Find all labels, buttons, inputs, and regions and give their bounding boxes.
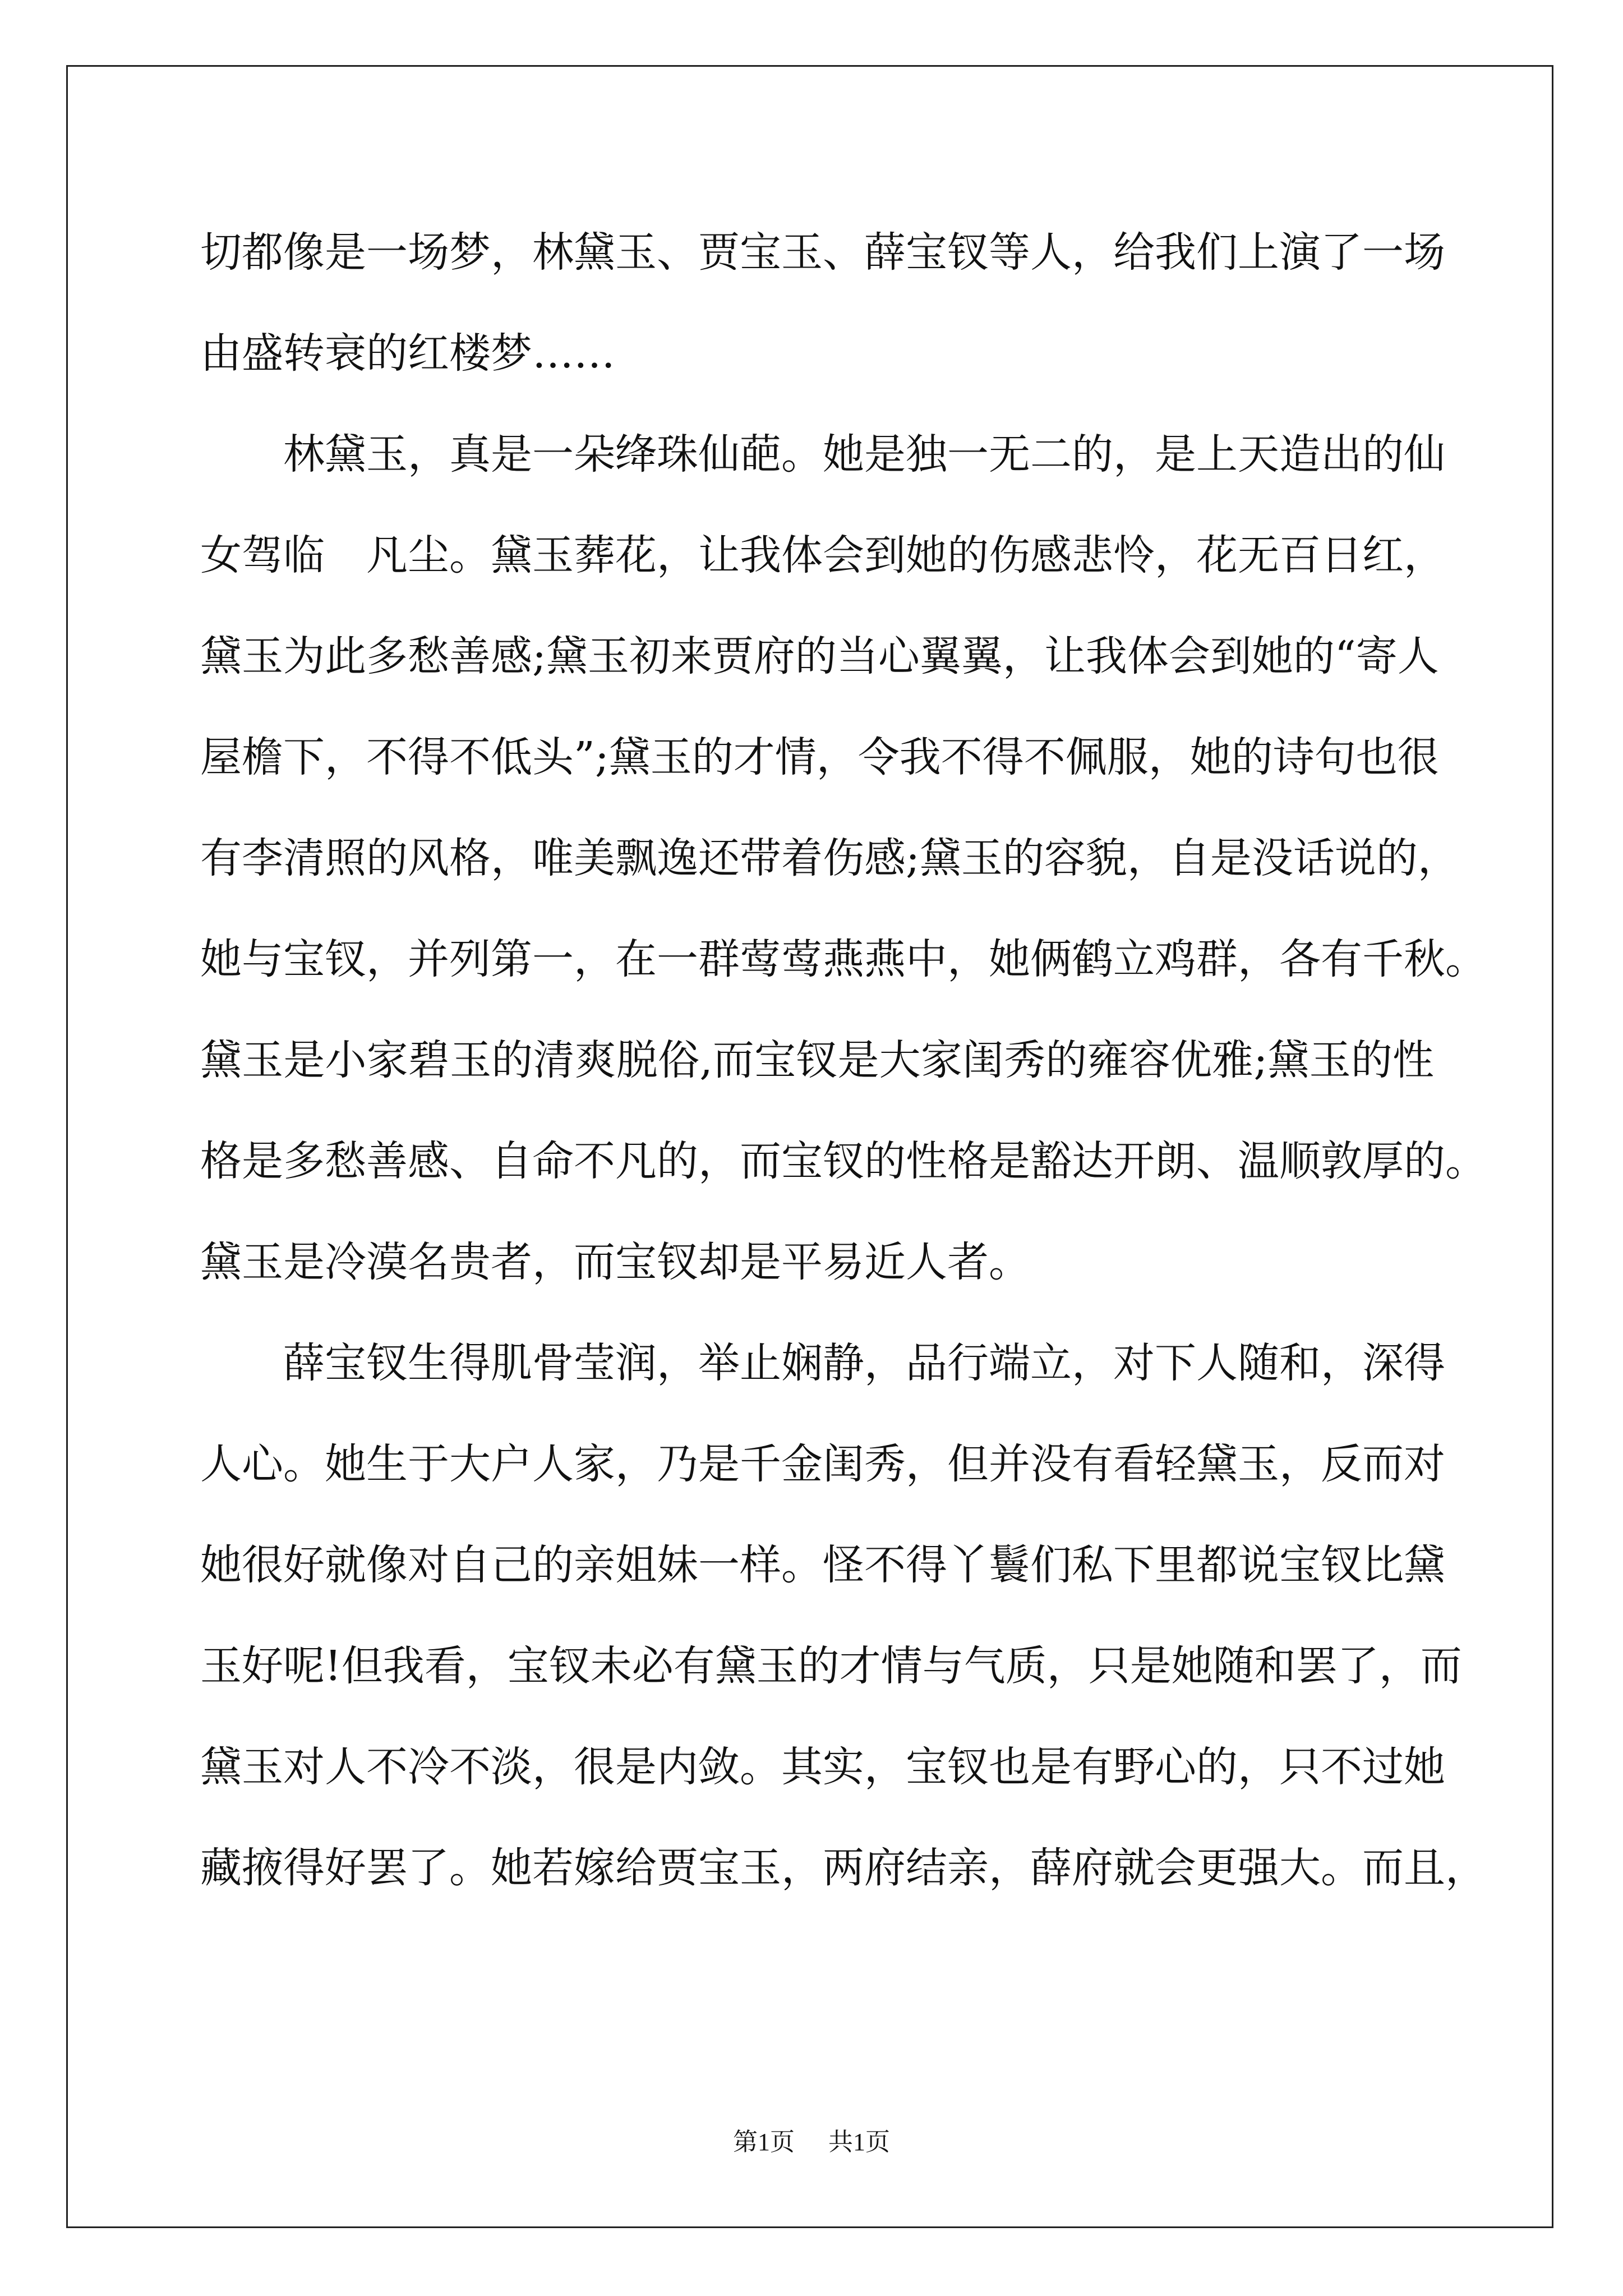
text-line: 由盛转衰的红楼梦…… xyxy=(200,329,615,378)
text-line: 黛玉是冷漠名贵者，而宝钗却是平易近人者。 xyxy=(200,1238,1030,1286)
text-line: 黛玉是小家碧玉的清爽脱俗,而宝钗是大家闺秀的雍容优雅;黛玉的性 xyxy=(200,1036,1434,1084)
text-line: 人心。她生于大户人家，乃是千金闺秀，但并没有看轻黛玉，反而对 xyxy=(200,1440,1445,1488)
text-line: 格是多愁善感、自命不凡的，而宝钗的性格是豁达开朗、温顺敦厚的。 xyxy=(200,1137,1487,1185)
text-line: 切都像是一场梦，林黛玉、贾宝玉、薛宝钗等人，给我们上演了一场 xyxy=(200,228,1445,277)
text-line: 她与宝钗，并列第一，在一群莺莺燕燕中，她俩鹤立鸡群，各有千秋。 xyxy=(200,935,1487,983)
text-line: 黛玉为此多愁善感;黛玉初来贾府的当心翼翼，让我体会到她的“寄人 xyxy=(200,632,1439,680)
text-line: 黛玉对人不冷不淡，很是内敛。其实，宝钗也是有野心的，只不过她 xyxy=(200,1743,1445,1791)
page-number: 第1页 xyxy=(733,2128,795,2156)
text-line: 薛宝钗生得肌骨莹润，举止娴静，品行端立，对下人随和，深得 xyxy=(283,1339,1445,1387)
document-body xyxy=(200,202,1487,1918)
text-line: 女驾临 凡尘。黛玉葬花，让我体会到她的伤感悲怜，花无百日红， xyxy=(200,531,1445,579)
text-line: 藏掖得好罢了。她若嫁给贾宝玉，两府结亲，薛府就会更强大。而且， xyxy=(200,1844,1487,1892)
text-line: 屋檐下，不得不低头”;黛玉的才情，令我不得不佩服，她的诗句也很 xyxy=(200,733,1439,781)
page-footer xyxy=(0,2122,1623,2157)
text-line: 她很好就像对自己的亲姐妹一样。怪不得丫鬟们私下里都说宝钗比黛 xyxy=(200,1541,1445,1589)
text-line: 林黛玉，真是一朵绛珠仙葩。她是独一无二的，是上天造出的仙 xyxy=(283,430,1445,478)
text-line: 有李清照的风格，唯美飘逸还带着伤感;黛玉的容貌，自是没话说的， xyxy=(200,834,1459,882)
text-line: 玉好呢!但我看，宝钗未必有黛玉的才情与气质，只是她随和罢了，而 xyxy=(200,1642,1462,1690)
page-total: 共1页 xyxy=(828,2128,890,2156)
